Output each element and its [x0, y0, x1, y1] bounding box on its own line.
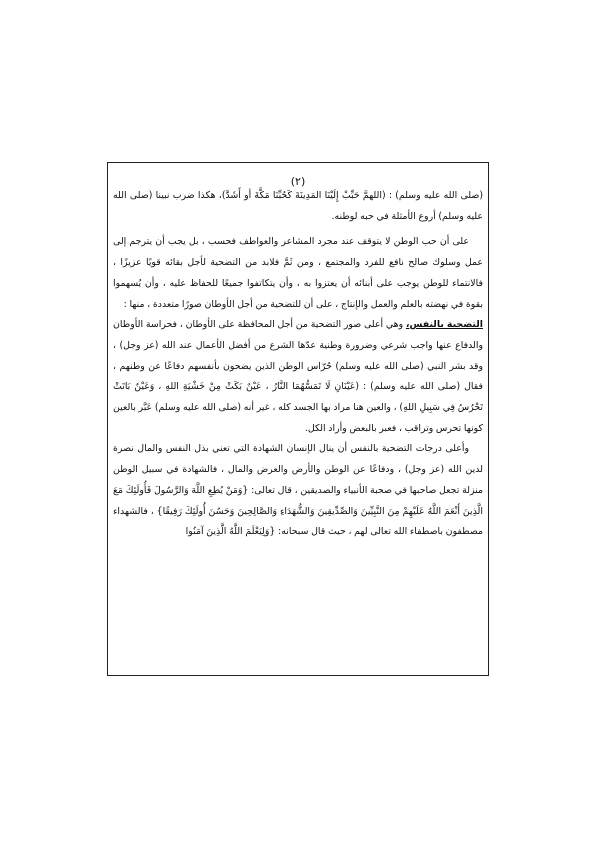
paragraph-love-of-homeland: على أن حب الوطن لا يتوقف عند مجرد المشاعر والعواطف فحسب ، بل يجب أن يترجم إلى عمل وسلوك صالح نافع للفرد والمجتمع ، ومن ثَمَّ فلابد من التضحية لأجل بقائه قويًا عزيزًا ، فالانتماء للوطن يوجب على أبنائه أن يعتزوا به ، وأن يتكاتفوا جميعًا للحفاظ عليه ، وأن يُسهموا بقوة في نهضته بالعلم والعمل والإنتاج ، على أن للتضحية من أجل الأوطان صورًا متعددة ، منها :	[113, 236, 483, 310]
body-text	[113, 186, 483, 543]
paragraph-martyrdom: وأعلى درجات التضحية بالنفس أن ينال الإنسان الشهادة التي تعني بذل النفس والمال نصرة لدين الله (عز وجل) ، ودفاعًا عن الوطن والأرض والعرض والمال ، فالشهادة في سبيل الوطن منزلة تجعل صاحبها في صحبة الأنبياء والصديقين ، قال تعالى: {وَمَنْ يُطِعِ اللَّهَ وَالرَّسُولَ فَأُولَئِكَ مَعَ الَّذِينَ أَنْعَمَ اللَّهُ عَلَيْهِمْ مِنَ النَّبِيِّينَ وَالصِّدِّيقِينَ وَالشُّهَدَاءِ وَالصَّالِحِينَ وَحَسُنَ أُولَئِكَ رَفِيقًا} ، فالشهداء مصطفون باصطفاء الله تعالى لهم ، حيث قال سبحانه: {وَلِيَعْلَمَ اللَّهُ الَّذِينَ آمَنُوا	[113, 443, 483, 538]
paragraph-self-sacrifice	[113, 315, 483, 439]
term-self-sacrifice: التضحية بالنفس،	[405, 319, 483, 331]
page-number: (٢)	[290, 175, 306, 188]
paragraph-hadith-medina: (صلى الله عليه وسلم) : (اللهمَّ حَبِّبْ إِلَيْنَا المَدِينَةَ كَحُبِّنَا مَكَّةَ أو أَشَدَّ)، هكذا ضرب نبينا (صلى الله عليه وسلم) أروع الأمثلة في حبه لوطنه.	[113, 190, 483, 222]
paragraph-self-sacrifice-text: وهي أعلى صور التضحية من أجل المحافظة على الأوطان ، فحراسة الأوطان والدفاع عنها واجب شرعي وضرورة وطنية عدّها الشرع من أفضل الأعمال عند الله (عز وجل) ، وقد بشر النبي (صلى الله عليه وسلم) حُرّاس الوطن الذين يضحون بأنفسهم دفاعًا عن وطنهم ، فقال (صلى الله عليه وسلم) : (عَيْنَانِ لَا تَمَسُّهُمَا النَّارُ ، عَيْنٌ بَكَتْ مِنْ خَشْيَةِ اللهِ ، وَعَيْنٌ بَاتَتْ تَحْرُسُ فِي سَبِيلِ اللهِ) ، والعين هنا مراد بها الجسد كله ، غير أنه (صلى الله عليه وسلم) عَبَّر بالعين كونها تحرس وتراقب ، فعبر بالبعض وأراد الكل.	[113, 319, 483, 434]
